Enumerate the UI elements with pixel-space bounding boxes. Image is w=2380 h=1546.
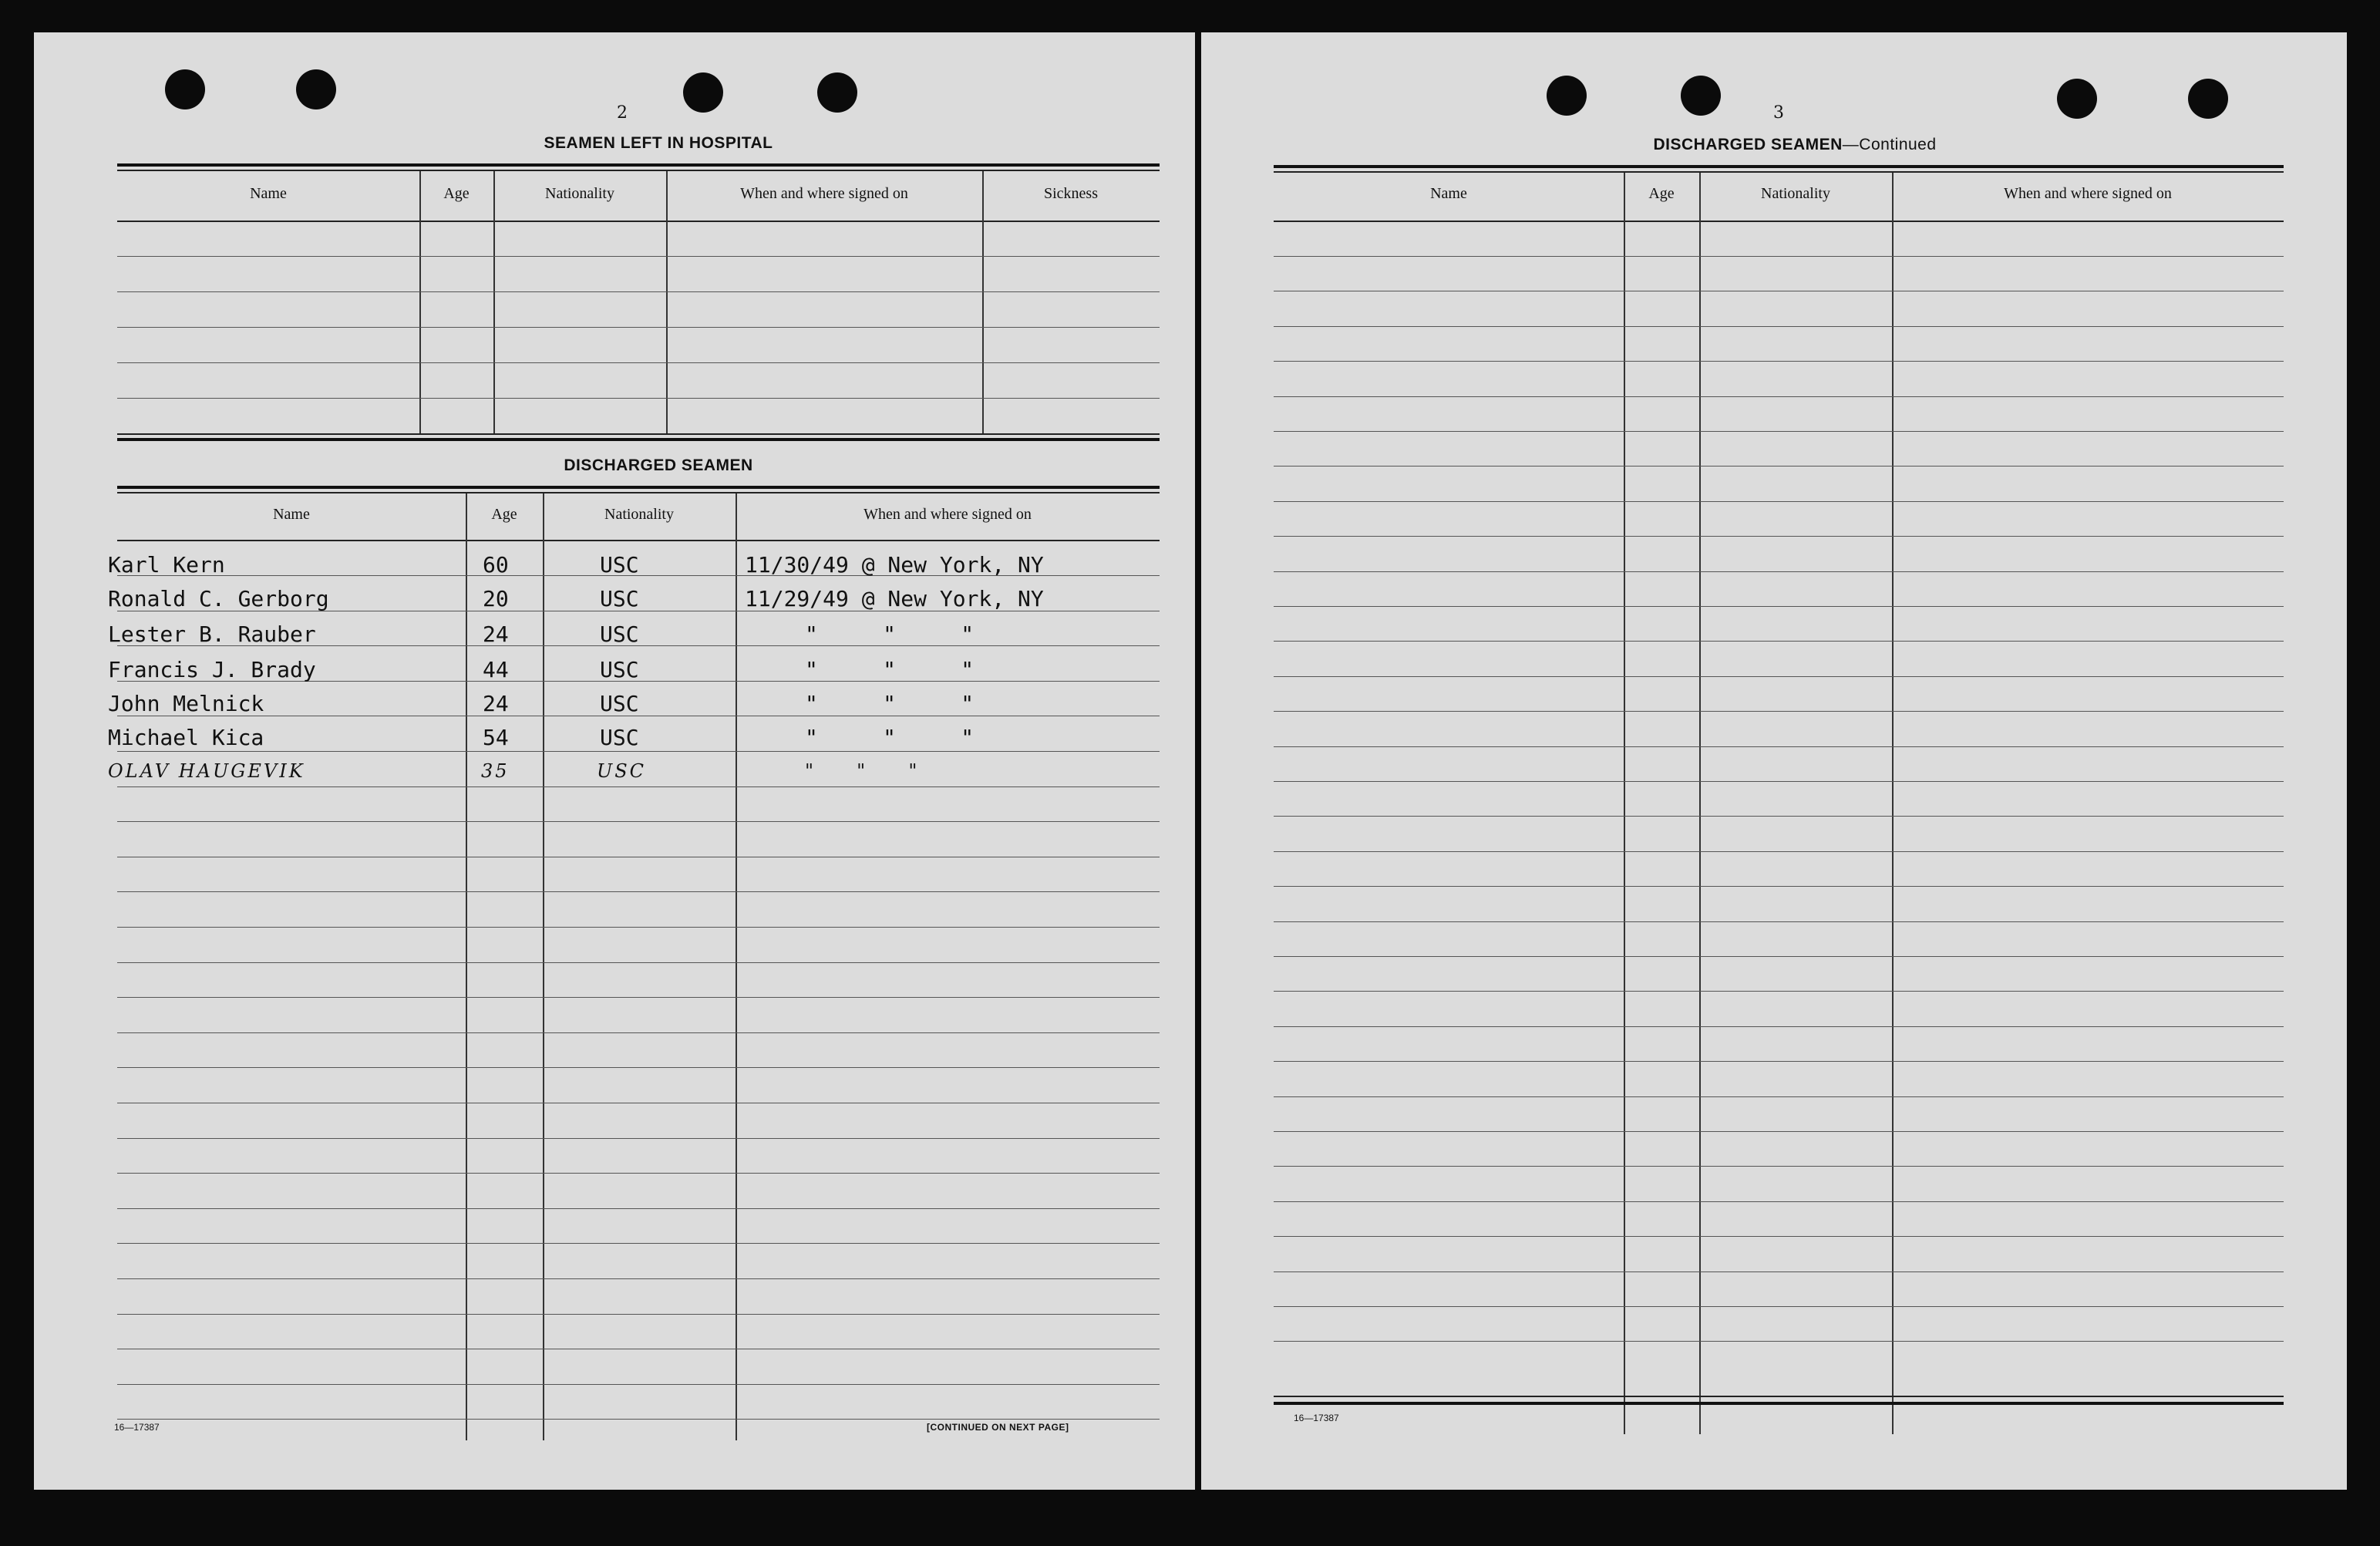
- punch-hole: [2188, 79, 2228, 119]
- table-row-name: Michael Kica: [108, 725, 264, 750]
- rule-line: [117, 1138, 1160, 1139]
- rule-line: [117, 927, 1160, 928]
- punch-hole: [165, 69, 205, 109]
- table-row-signed-on: " " ": [805, 621, 975, 647]
- rule-line: [117, 891, 1160, 892]
- rule-line: [1274, 361, 2284, 362]
- rule-line: [117, 1384, 1160, 1385]
- rule-line: [1274, 1271, 2284, 1272]
- table-row-nationality: USC: [597, 760, 647, 782]
- column-header-signed-on: When and where signed on: [2004, 185, 2172, 202]
- table-row-nationality: USC: [600, 621, 639, 647]
- rule-line: [1274, 1201, 2284, 1202]
- rule-line: [117, 1032, 1160, 1033]
- rule-line: [1274, 781, 2284, 782]
- discharged-continued-title: [1564, 136, 2026, 154]
- table-row-age: 24: [483, 621, 509, 647]
- rule-line: [1274, 1096, 2284, 1097]
- table-row-nationality: USC: [600, 586, 639, 611]
- rule-line: [1274, 606, 2284, 607]
- rule-line: [117, 1314, 1160, 1315]
- rule-line: [1274, 571, 2284, 572]
- punch-hole: [1547, 76, 1587, 116]
- table-row-signed-on: " " ": [805, 760, 920, 782]
- table-row-age: 35: [481, 760, 510, 782]
- punch-hole: [1681, 76, 1721, 116]
- left-page: [34, 32, 1195, 1490]
- column-header-name: Name: [273, 506, 310, 523]
- table-row-name: Karl Kern: [108, 552, 225, 578]
- table-row-age: 24: [483, 691, 509, 716]
- hospital-section-title: SEAMEN LEFT IN HOSPITAL: [544, 134, 773, 152]
- column-header-age: Age: [491, 506, 517, 523]
- column-header-nationality: Nationality: [604, 506, 674, 523]
- rule-line: [1274, 1131, 2284, 1132]
- table-row-age: 54: [483, 725, 509, 750]
- punch-hole: [296, 69, 336, 109]
- rule-line: [117, 962, 1160, 963]
- table-row-nationality: USC: [600, 657, 639, 682]
- column-header-nationality: Nationality: [1761, 185, 1830, 202]
- rule-line: [117, 1208, 1160, 1209]
- rule-line: [1274, 1061, 2284, 1062]
- rule-line: [1274, 851, 2284, 852]
- punch-hole: [2057, 79, 2097, 119]
- rule-line: [1274, 1166, 2284, 1167]
- rule-line: [1274, 536, 2284, 537]
- continued-note: [CONTINUED ON NEXT PAGE]: [927, 1422, 1069, 1433]
- rule-line: [117, 1067, 1160, 1068]
- table-row-nationality: USC: [600, 691, 639, 716]
- rule-line: [1274, 1306, 2284, 1307]
- rule-line: [1274, 816, 2284, 817]
- table-row-nationality: USC: [600, 725, 639, 750]
- rule-line: [117, 1173, 1160, 1174]
- rule-line: [1274, 256, 2284, 257]
- rule-line: [117, 1278, 1160, 1279]
- table-row-nationality: USC: [600, 552, 639, 578]
- rule-line: [1274, 1341, 2284, 1342]
- table-row-age: 60: [483, 552, 509, 578]
- rule-line: [117, 997, 1160, 998]
- rule-line: [1274, 886, 2284, 887]
- table-row-name: Ronald C. Gerborg: [108, 586, 329, 611]
- table-row-age: 20: [483, 586, 509, 611]
- rule-line: [1274, 396, 2284, 397]
- rule-line: [1274, 326, 2284, 327]
- table-row-age: 44: [483, 657, 509, 682]
- column-header-name: Name: [250, 185, 287, 202]
- discharged-section-title: DISCHARGED SEAMEN: [564, 456, 753, 474]
- rule-line: [117, 751, 1160, 752]
- rule-line: [1274, 641, 2284, 642]
- rule-line: [1274, 711, 2284, 712]
- rule-line: [1274, 746, 2284, 747]
- page-number: 3: [1773, 103, 1784, 123]
- right-page: [1201, 32, 2347, 1490]
- column-header-sickness: Sickness: [1044, 185, 1098, 202]
- rule-line: [1274, 501, 2284, 502]
- table-row-name: John Melnick: [108, 691, 264, 716]
- table-row-signed-on: " " ": [805, 691, 975, 716]
- rule-line: [1274, 921, 2284, 922]
- table-row-name: Lester B. Rauber: [108, 621, 316, 647]
- table-row-signed-on: " " ": [805, 657, 975, 682]
- column-header-age: Age: [443, 185, 470, 202]
- column-header-age: Age: [1648, 185, 1675, 202]
- rule-line: [1274, 1026, 2284, 1027]
- table-row-signed-on: 11/29/49 @ New York, NY: [745, 586, 1044, 611]
- section-title-suffix: —Continued: [1842, 136, 1937, 153]
- rule-line: [1274, 991, 2284, 992]
- punch-hole: [683, 72, 723, 113]
- rule-line: [1274, 956, 2284, 957]
- rule-line: [1274, 1236, 2284, 1237]
- column-header-nationality: Nationality: [545, 185, 614, 202]
- table-row-name: OLAV HAUGEVIK: [108, 760, 305, 782]
- table-row-signed-on: 11/30/49 @ New York, NY: [745, 552, 1044, 578]
- page-number: 2: [617, 103, 628, 123]
- rule-line: [1274, 676, 2284, 677]
- rule-line: [117, 1243, 1160, 1244]
- table-row-signed-on: " " ": [805, 725, 975, 750]
- column-header-signed-on: When and where signed on: [863, 506, 1032, 523]
- column-header-name: Name: [1430, 185, 1467, 202]
- punch-hole: [817, 72, 857, 113]
- section-title-text: DISCHARGED SEAMEN: [1653, 136, 1843, 153]
- rule-line: [1274, 431, 2284, 432]
- rule-line: [117, 1419, 1160, 1420]
- column-header-signed-on: When and where signed on: [740, 185, 908, 202]
- form-number: 16—17387: [114, 1422, 160, 1433]
- table-row-name: Francis J. Brady: [108, 657, 316, 682]
- rule-line: [117, 786, 1160, 787]
- rule-line: [117, 821, 1160, 822]
- form-number: 16—17387: [1294, 1413, 1339, 1423]
